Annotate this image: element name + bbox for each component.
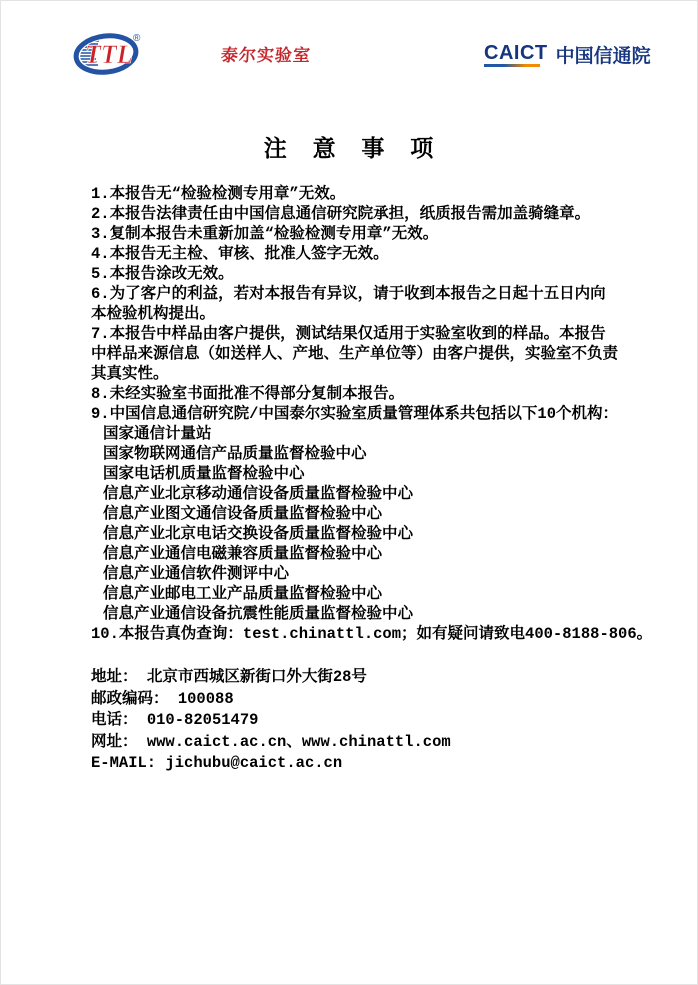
caict-acronym-block [484,43,548,67]
notice-line-text: 其真实性。 [91,365,169,383]
notice-line-text: 信息产业北京移动通信设备质量监督检验中心 [103,485,414,503]
contact-row [91,732,451,754]
notice-line-text: 10.本报告真伪查询：test.chinattl.com；如有疑问请致电400-8188-806。 [91,625,653,643]
contact-row [91,689,451,711]
registered-trademark-icon: ® [133,33,141,44]
notice-line-text: 2.本报告法律责任由中国信息通信研究院承担，纸质报告需加盖骑缝章。 [91,205,591,223]
notice-line [91,544,631,564]
caict-logo [484,41,651,68]
notice-line [91,304,631,324]
notice-line [91,484,631,504]
notice-line-text: 中样品来源信息（如送样人、产地、生产单位等）由客户提供，实验室不负责 [91,345,619,363]
notice-line [91,264,631,284]
notice-line-text: 信息产业通信软件测评中心 [103,565,290,583]
page-title: 注 意 事 项 [263,137,435,163]
contact-row [91,710,451,732]
notice-line [91,504,631,524]
notice-line [91,604,631,624]
notice-line [91,224,631,244]
notice-line [91,464,631,484]
notice-line-text: 信息产业邮电工业产品质量监督检验中心 [103,585,383,603]
notice-line-text: 国家物联网通信产品质量监督检验中心 [103,445,367,463]
ttl-wordmark: TTL [85,40,133,69]
notice-line [91,184,631,204]
contact-label: 网址： [91,732,138,751]
contact-label: E-MAIL: [91,754,166,772]
notice-line [91,564,631,584]
contact-row [91,667,451,689]
notice-line [91,204,631,224]
contact-value: 010-82051479 [146,711,259,729]
caict-chinese-name: 中国信通院 [555,46,651,67]
notice-line [91,444,631,464]
notice-line [91,384,631,404]
contact-label: 电话： [91,711,138,729]
notice-line [91,424,631,444]
caict-acronym: CAICT [484,41,548,64]
notice-line [91,344,631,364]
notice-line-text: 1.本报告无“检验检测专用章”无效。 [91,185,346,203]
notice-line-text: 3.复制本报告未重新加盖“检验检测专用章”无效。 [91,225,439,243]
notice-line-text: 信息产业图文通信设备质量监督检验中心 [103,505,383,523]
notice-line [91,624,653,644]
notice-line [91,364,631,384]
notice-line-text: 国家通信计量站 [103,425,212,443]
notice-line-text: 5.本报告涂改无效。 [91,265,234,283]
contact-block [91,667,451,775]
contact-value: 北京市西城区新街口外大街28号 [146,668,367,686]
ttl-laboratory-logo [73,29,311,77]
notice-line-text: 8.未经实验室书面批准不得部分复制本报告。 [91,385,405,403]
notice-line-text: 本检验机构提出。 [91,305,216,323]
notice-line [91,244,631,264]
contact-value: 100088 [177,689,234,708]
notice-line-text: 6.为了客户的利益，若对本报告有异议，请于收到本报告之日起十五日内向 [91,285,606,303]
notice-line [91,404,631,424]
notice-line-text: 9.中国信息通信研究院/中国泰尔实验室质量管理体系共包括以下10个机构： [91,405,619,423]
notice-line-text: 信息产业通信设备抗震性能质量监督检验中心 [103,605,414,623]
ttl-calligraphy-name: 泰尔实验室 [220,45,312,65]
caict-gradient-underline [484,64,540,67]
notice-line-text: 4.本报告无主检、审核、批准人签字无效。 [91,245,389,263]
contact-value: www.caict.ac.cn、www.chinattl.com [146,732,451,751]
contact-label: 地址： [91,668,138,686]
notice-line-text: 7.本报告中样品由客户提供，测试结果仅适用于实验室收到的样品。本报告 [91,325,606,343]
notice-line [91,584,631,604]
ttl-ellipse-logo-icon [73,29,219,77]
notice-line-text: 信息产业北京电话交换设备质量监督检验中心 [103,525,414,543]
contact-label: 邮政编码： [91,689,169,708]
contact-row [91,753,451,775]
notice-body [91,184,653,644]
notice-line [91,284,631,304]
notice-line-text: 信息产业通信电磁兼容质量监督检验中心 [103,545,383,563]
notice-line [91,524,631,544]
notice-line [91,324,631,344]
contact-value: jichubu@caict.ac.cn [165,754,343,772]
notice-line-text: 国家电话机质量监督检验中心 [103,465,305,483]
